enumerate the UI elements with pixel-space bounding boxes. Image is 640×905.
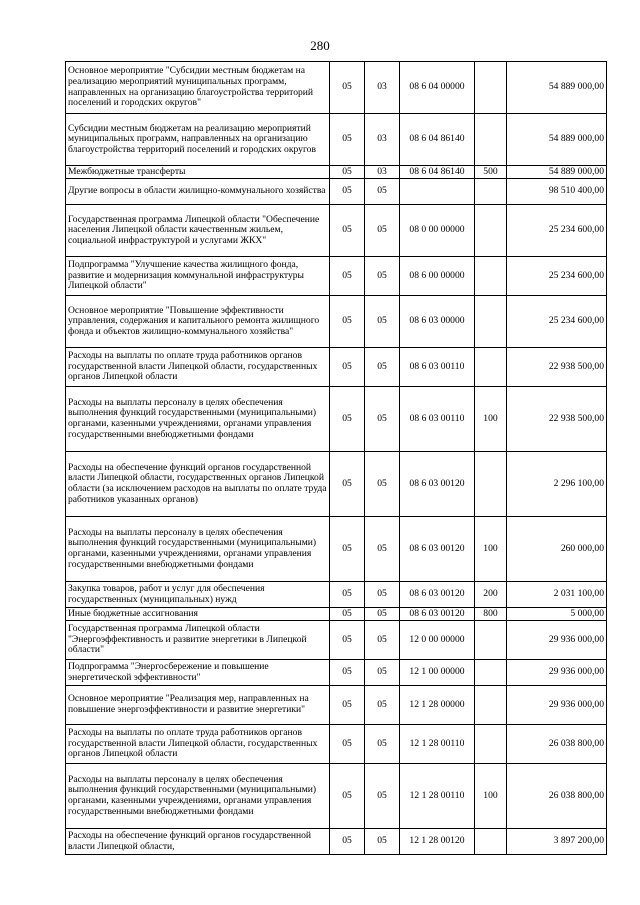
row-section: 05 — [330, 517, 365, 582]
row-target-code: 08 6 03 00120 — [400, 582, 475, 608]
row-subsection: 05 — [365, 348, 400, 387]
row-expense-type — [475, 179, 507, 205]
row-expense-type: 200 — [475, 582, 507, 608]
row-amount: 29 936 000,00 — [507, 686, 607, 725]
row-subsection: 05 — [365, 660, 400, 686]
row-amount: 54 889 000,00 — [507, 62, 607, 114]
row-name: Межбюджетные трансферты — [66, 166, 330, 179]
row-target-code — [400, 179, 475, 205]
row-expense-type — [475, 829, 507, 855]
row-expense-type — [475, 725, 507, 764]
row-expense-type — [475, 257, 507, 296]
row-target-code: 12 1 28 00000 — [400, 686, 475, 725]
row-section: 05 — [330, 179, 365, 205]
row-amount: 2 031 100,00 — [507, 582, 607, 608]
row-expense-type — [475, 621, 507, 660]
row-subsection: 05 — [365, 387, 400, 452]
row-section: 05 — [330, 725, 365, 764]
row-expense-type: 100 — [475, 517, 507, 582]
row-target-code: 08 6 03 00110 — [400, 387, 475, 452]
row-name: Основное мероприятие "Реализация мер, направленных на повышение энергоэффективности и развитие энергетики" — [66, 686, 330, 725]
row-expense-type — [475, 205, 507, 257]
row-target-code: 08 6 04 86140 — [400, 166, 475, 179]
table-row — [66, 621, 607, 660]
row-amount: 5 000,00 — [507, 608, 607, 621]
table-row — [66, 114, 607, 166]
table-row — [66, 452, 607, 517]
row-target-code: 08 6 03 00000 — [400, 296, 475, 348]
table-row — [66, 660, 607, 686]
table-row — [66, 582, 607, 608]
table-row — [66, 764, 607, 829]
row-subsection: 03 — [365, 62, 400, 114]
row-subsection: 05 — [365, 257, 400, 296]
row-target-code: 08 6 03 00120 — [400, 608, 475, 621]
row-name: Закупка товаров, работ и услуг для обеспечения государственных (муниципальных) нужд — [66, 582, 330, 608]
row-name: Расходы на выплаты персоналу в целях обеспечения выполнения функций государственными (муниципальными) органами, казенными учреждениями, органами управления государственными внебюджетными фондами — [66, 517, 330, 582]
row-name: Другие вопросы в области жилищно-коммунального хозяйства — [66, 179, 330, 205]
row-amount: 25 234 600,00 — [507, 296, 607, 348]
row-name: Подпрограмма "Улучшение качества жилищного фонда, развитие и модернизация коммунальной инфраструктуры Липецкой области" — [66, 257, 330, 296]
row-name: Расходы на выплаты персоналу в целях обеспечения выполнения функций государственными (муниципальными) органами, казенными учреждениями, органами управления государственными внебюджетными фондами — [66, 764, 330, 829]
row-section: 05 — [330, 62, 365, 114]
row-section: 05 — [330, 764, 365, 829]
row-amount: 29 936 000,00 — [507, 660, 607, 686]
row-section: 05 — [330, 257, 365, 296]
row-expense-type: 500 — [475, 166, 507, 179]
table-row — [66, 296, 607, 348]
row-amount: 98 510 400,00 — [507, 179, 607, 205]
row-expense-type: 100 — [475, 764, 507, 829]
row-subsection: 05 — [365, 608, 400, 621]
row-name: Государственная программа Липецкой области "Обеспечение населения Липецкой области качественным жильем, социальной инфраструктурой и услугами ЖКХ" — [66, 205, 330, 257]
row-name: Расходы на обеспечение функций органов государственной власти Липецкой области, государственных органов Липецкой области (за исключением расходов на выплаты по оплате труда работников указанных органов) — [66, 452, 330, 517]
row-expense-type: 100 — [475, 387, 507, 452]
budget-table — [65, 61, 607, 855]
row-amount: 26 038 800,00 — [507, 725, 607, 764]
row-subsection: 03 — [365, 114, 400, 166]
row-name: Иные бюджетные ассигнования — [66, 608, 330, 621]
row-target-code: 08 6 04 00000 — [400, 62, 475, 114]
row-subsection: 05 — [365, 764, 400, 829]
row-section: 05 — [330, 621, 365, 660]
row-subsection: 03 — [365, 166, 400, 179]
table-row — [66, 686, 607, 725]
row-name: Основное мероприятие "Повышение эффективности управления, содержания и капитального ремонта жилищного фонда и объектов жилищно-коммунального хозяйства" — [66, 296, 330, 348]
budget-table-body — [66, 62, 607, 855]
row-amount: 25 234 600,00 — [507, 205, 607, 257]
row-section: 05 — [330, 114, 365, 166]
table-row — [66, 257, 607, 296]
row-amount: 2 296 100,00 — [507, 452, 607, 517]
row-name: Расходы на выплаты по оплате труда работников органов государственной власти Липецкой области, государственных органов Липецкой области — [66, 725, 330, 764]
row-section: 05 — [330, 205, 365, 257]
row-amount: 54 889 000,00 — [507, 114, 607, 166]
row-subsection: 05 — [365, 296, 400, 348]
row-name: Расходы на выплаты по оплате труда работников органов государственной власти Липецкой области, государственных органов Липецкой области — [66, 348, 330, 387]
row-subsection: 05 — [365, 179, 400, 205]
row-amount: 260 000,00 — [507, 517, 607, 582]
row-expense-type: 800 — [475, 608, 507, 621]
table-row — [66, 348, 607, 387]
table-row — [66, 725, 607, 764]
row-target-code: 12 1 28 00110 — [400, 725, 475, 764]
row-amount: 25 234 600,00 — [507, 257, 607, 296]
row-target-code: 12 1 28 00110 — [400, 764, 475, 829]
row-expense-type — [475, 348, 507, 387]
row-subsection: 05 — [365, 686, 400, 725]
row-target-code: 08 6 04 86140 — [400, 114, 475, 166]
row-name: Расходы на выплаты персоналу в целях обеспечения выполнения функций государственными (муниципальными) органами, казенными учреждениями, органами управления государственными внебюджетными фондами — [66, 387, 330, 452]
row-target-code: 08 0 00 00000 — [400, 205, 475, 257]
row-section: 05 — [330, 166, 365, 179]
row-expense-type — [475, 62, 507, 114]
row-name: Расходы на обеспечение функций органов государственной власти Липецкой области, — [66, 829, 330, 855]
row-expense-type — [475, 114, 507, 166]
row-subsection: 05 — [365, 582, 400, 608]
row-target-code: 08 6 03 00110 — [400, 348, 475, 387]
row-target-code: 08 6 03 00120 — [400, 517, 475, 582]
row-section: 05 — [330, 582, 365, 608]
row-expense-type — [475, 296, 507, 348]
table-row — [66, 517, 607, 582]
table-row — [66, 179, 607, 205]
row-section: 05 — [330, 296, 365, 348]
row-amount: 3 897 200,00 — [507, 829, 607, 855]
row-subsection: 05 — [365, 205, 400, 257]
row-name: Государственная программа Липецкой области "Энергоэффективность и развитие энергетики в Липецкой области" — [66, 621, 330, 660]
row-amount: 29 936 000,00 — [507, 621, 607, 660]
table-row — [66, 829, 607, 855]
row-section: 05 — [330, 387, 365, 452]
row-section: 05 — [330, 829, 365, 855]
row-name: Подпрограмма "Энергосбережение и повышение энергетической эффективности" — [66, 660, 330, 686]
row-target-code: 12 1 00 00000 — [400, 660, 475, 686]
row-subsection: 05 — [365, 829, 400, 855]
row-target-code: 08 6 00 00000 — [400, 257, 475, 296]
row-section: 05 — [330, 452, 365, 517]
row-amount: 22 938 500,00 — [507, 348, 607, 387]
row-amount: 22 938 500,00 — [507, 387, 607, 452]
row-section: 05 — [330, 660, 365, 686]
row-target-code: 12 0 00 00000 — [400, 621, 475, 660]
table-row — [66, 387, 607, 452]
row-subsection: 05 — [365, 725, 400, 764]
row-expense-type — [475, 660, 507, 686]
table-row — [66, 205, 607, 257]
row-expense-type — [475, 452, 507, 517]
row-subsection: 05 — [365, 621, 400, 660]
row-expense-type — [475, 686, 507, 725]
row-name: Субсидии местным бюджетам на реализацию мероприятий муниципальных программ, направленных на организацию благоустройства территорий поселений и городских округов — [66, 114, 330, 166]
row-target-code: 12 1 28 00120 — [400, 829, 475, 855]
table-row — [66, 62, 607, 114]
row-subsection: 05 — [365, 452, 400, 517]
row-amount: 26 038 800,00 — [507, 764, 607, 829]
row-name: Основное мероприятие "Субсидии местным бюджетам на реализацию мероприятий муниципальных программ, направленных на организацию благоустройства территорий поселений и городских округов" — [66, 62, 330, 114]
row-amount: 54 889 000,00 — [507, 166, 607, 179]
row-target-code: 08 6 03 00120 — [400, 452, 475, 517]
table-row — [66, 166, 607, 179]
table-row — [66, 608, 607, 621]
page-number: 280 — [310, 38, 330, 53]
row-subsection: 05 — [365, 517, 400, 582]
row-section: 05 — [330, 686, 365, 725]
row-section: 05 — [330, 348, 365, 387]
row-section: 05 — [330, 608, 365, 621]
